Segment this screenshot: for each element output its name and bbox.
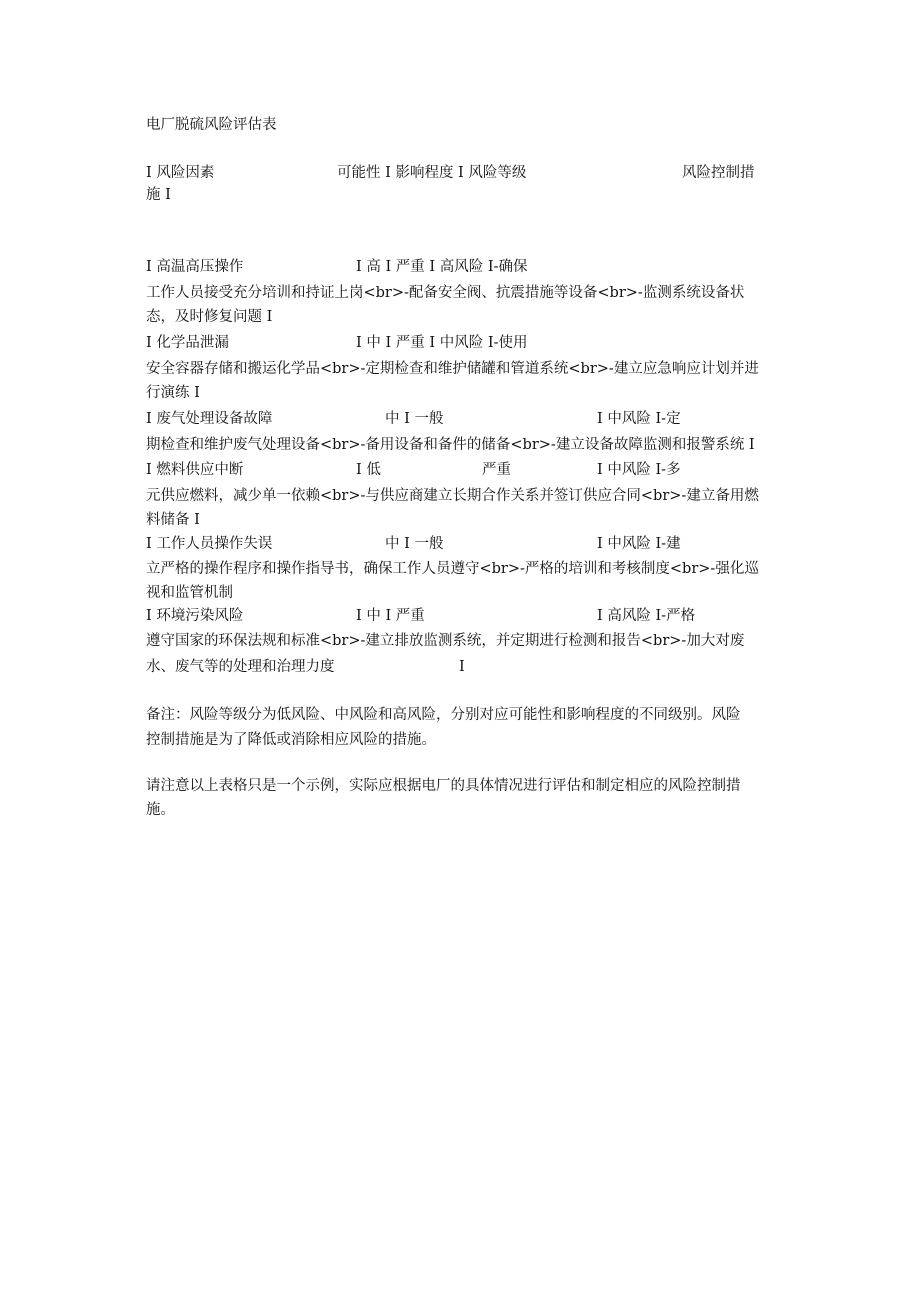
note-line: 备注：风险等级分为低风险、中风险和高风险，分别对应可能性和影响程度的不同级别。风险 [146, 707, 741, 723]
row-tail-separator: I [459, 659, 465, 675]
row-text-line: 安全容器存储和搬运化学品<br>-定期检查和维护储罐和管道系统<br>-建立应急响应计划并进 [146, 361, 759, 377]
row-text-line: 行演练 I [146, 385, 200, 401]
row-text-line: 视和监管机制 [146, 585, 233, 601]
note-line: 控制措施是为了降低或消除相应风险的措施。 [146, 732, 436, 748]
row-meta-level: I 高风险 I-严格 [597, 608, 696, 624]
row-meta-likelihood: I 中 I 严重 [356, 608, 425, 624]
row-head: I 环境污染风险 [146, 608, 244, 624]
row-text-line: 水、废气等的处理和治理力度 [146, 659, 335, 675]
row-meta-likelihood: I 低 [356, 462, 381, 478]
disclaimer-line: 施。 [146, 802, 175, 818]
row-meta: I 高 I 严重 I 高风险 I-确保 [356, 259, 528, 275]
row-text-line: 态，及时修复问题 I [146, 309, 273, 325]
row-meta-level: I 中风险 I-定 [597, 411, 681, 427]
row-text-line: 料储备 I [146, 512, 200, 528]
row-meta-level: I 中风险 I-多 [597, 462, 681, 478]
disclaimer-line: 请注意以上表格只是一个示例，实际应根据电厂的具体情况进行评估和制定相应的风险控制措 [146, 778, 741, 794]
row-meta-likelihood: 中 I 一般 [385, 536, 444, 552]
row-text-line: 遵守国家的环保法规和标准<br>-建立排放监测系统，并定期进行检测和报告<br>-加大对废 [146, 633, 745, 649]
header-col-control-measures: 风险控制措 [682, 165, 755, 181]
row-head: I 工作人员操作失误 [146, 536, 273, 552]
row-text-line: 立严格的操作程序和操作指导书，确保工作人员遵守<br>-严格的培训和考核制度<br>-强化巡 [146, 561, 759, 577]
row-meta-impact: 严重 [482, 462, 511, 478]
row-meta-level: I 中风险 I-建 [597, 536, 681, 552]
row-head: I 废气处理设备故障 [146, 411, 273, 427]
row-meta: I 中 I 严重 I 中风险 I-使用 [356, 335, 528, 351]
header-col-control-measures-cont: 施 I [146, 187, 171, 203]
row-head: I 燃料供应中断 [146, 462, 244, 478]
row-head: I 化学品泄漏 [146, 335, 229, 351]
header-col-likelihood-impact-level: 可能性 I 影响程度 I 风险等级 [337, 165, 527, 181]
row-head: I 高温高压操作 [146, 259, 244, 275]
row-text-line: 期检查和维护废气处理设备<br>-备用设备和备件的储备<br>-建立设备故障监测和报警系统 I [146, 437, 755, 453]
row-meta-likelihood: 中 I 一般 [385, 411, 444, 427]
row-text-line: 元供应燃料，减少单一依赖<br>-与供应商建立长期合作关系并签订供应合同<br>-建立备用燃 [146, 488, 759, 504]
header-col-risk-factor: I 风险因素 [146, 165, 215, 181]
row-text-line: 工作人员接受充分培训和持证上岗<br>-配备安全阀、抗震措施等设备<br>-监测系统设备状 [146, 285, 745, 301]
document-title: 电厂脱硫风险评估表 [146, 117, 277, 133]
